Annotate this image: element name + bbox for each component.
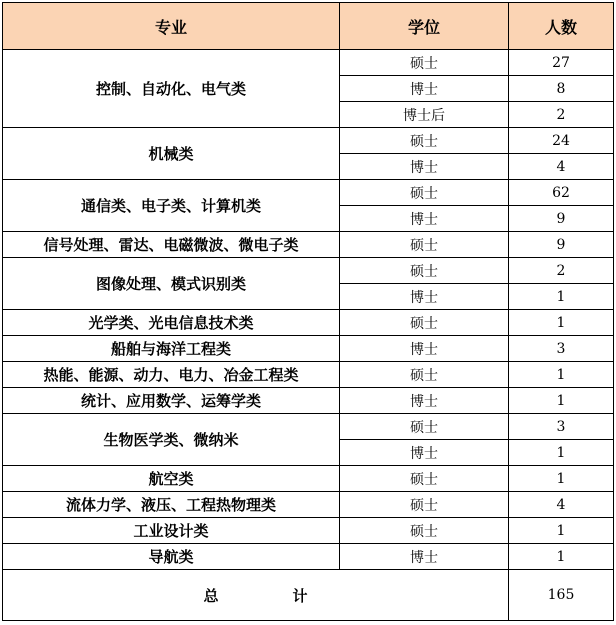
major-cell: 光学类、光电信息技术类 [3,310,340,336]
table-row [3,544,614,570]
table-row [3,492,614,518]
count-cell: 24 [509,128,614,154]
major-cell: 统计、应用数学、运筹学类 [3,388,340,414]
degree-cell: 博士 [340,388,509,414]
major-cell: 生物医学类、微纳米 [3,414,340,466]
count-cell: 1 [509,518,614,544]
header-row [3,3,614,50]
degree-cell: 硕士 [340,232,509,258]
count-cell: 4 [509,492,614,518]
total-label [3,570,509,621]
major-cell: 控制、自动化、电气类 [3,50,340,128]
table-row [3,518,614,544]
table-row [3,232,614,258]
header-count: 人数 [509,3,614,50]
count-cell: 1 [509,388,614,414]
major-cell: 工业设计类 [3,518,340,544]
degree-cell: 硕士 [340,310,509,336]
major-cell: 通信类、电子类、计算机类 [3,180,340,232]
count-cell: 1 [509,362,614,388]
degree-cell: 硕士 [340,466,509,492]
total-label-right: 计 [292,586,308,605]
count-cell: 2 [509,102,614,128]
degree-cell: 硕士 [340,518,509,544]
table-row [3,128,614,154]
count-cell: 1 [509,284,614,310]
degree-cell: 硕士 [340,258,509,284]
header-degree: 学位 [340,3,509,50]
count-cell: 1 [509,440,614,466]
degree-cell: 博士 [340,544,509,570]
degree-cell: 硕士 [340,128,509,154]
count-cell: 9 [509,232,614,258]
degree-cell: 博士 [340,440,509,466]
table-row [3,466,614,492]
table-body [3,50,614,621]
degree-cell: 博士 [340,284,509,310]
major-cell: 图像处理、模式识别类 [3,258,340,310]
count-cell: 8 [509,76,614,102]
total-count: 165 [509,570,614,621]
major-cell: 流体力学、液压、工程热物理类 [3,492,340,518]
table-row [3,336,614,362]
major-cell: 机械类 [3,128,340,180]
table-row [3,388,614,414]
degree-cell: 硕士 [340,414,509,440]
count-cell: 3 [509,414,614,440]
recruitment-table [2,2,614,621]
table-row [3,414,614,440]
table-row [3,258,614,284]
degree-cell: 博士 [340,206,509,232]
major-cell: 导航类 [3,544,340,570]
count-cell: 4 [509,154,614,180]
degree-cell: 硕士 [340,50,509,76]
degree-cell: 硕士 [340,492,509,518]
count-cell: 1 [509,544,614,570]
count-cell: 27 [509,50,614,76]
header-major: 专业 [3,3,340,50]
major-cell: 船舶与海洋工程类 [3,336,340,362]
table-row [3,180,614,206]
major-cell: 航空类 [3,466,340,492]
total-label-left: 总 [203,586,219,605]
count-cell: 62 [509,180,614,206]
degree-cell: 硕士 [340,180,509,206]
count-cell: 3 [509,336,614,362]
degree-cell: 博士 [340,336,509,362]
count-cell: 1 [509,466,614,492]
degree-cell: 博士 [340,76,509,102]
major-cell: 信号处理、雷达、电磁微波、微电子类 [3,232,340,258]
table-row [3,50,614,76]
table-row [3,362,614,388]
count-cell: 1 [509,310,614,336]
degree-cell: 博士后 [340,102,509,128]
major-cell: 热能、能源、动力、电力、冶金工程类 [3,362,340,388]
count-cell: 2 [509,258,614,284]
degree-cell: 硕士 [340,362,509,388]
count-cell: 9 [509,206,614,232]
total-row [3,570,614,621]
degree-cell: 博士 [340,154,509,180]
table-row [3,310,614,336]
